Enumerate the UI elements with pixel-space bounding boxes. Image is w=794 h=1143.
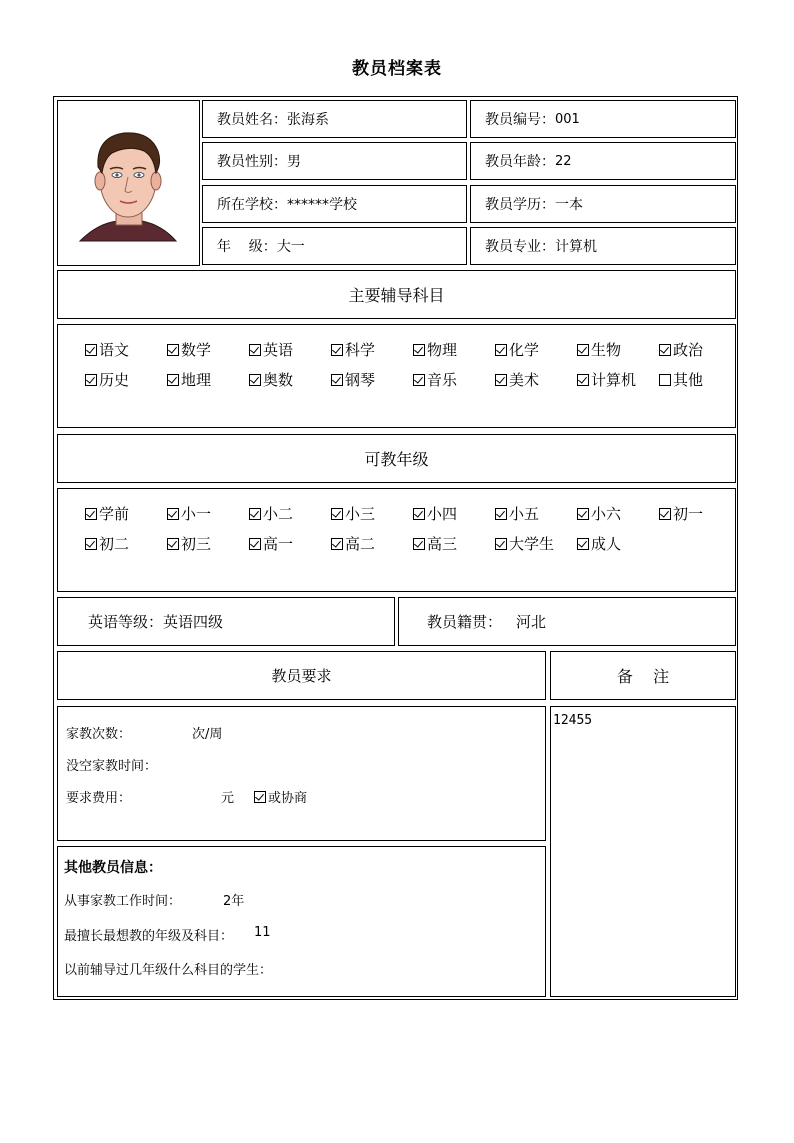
- exp-label: 从事家教工作时间：: [64, 894, 182, 909]
- gender-cell: [202, 142, 467, 180]
- checked-checkbox-icon[interactable]: [331, 538, 343, 550]
- form-table: [53, 96, 738, 1000]
- negotiable-checkbox-icon[interactable]: [254, 791, 266, 803]
- grade-option[interactable]: [495, 503, 539, 524]
- subject-option[interactable]: [495, 339, 539, 360]
- grade-option-label: 大学生: [509, 535, 555, 553]
- name-label: 教员姓名：: [217, 112, 287, 128]
- checked-checkbox-icon[interactable]: [577, 508, 589, 520]
- subject-option[interactable]: [413, 369, 457, 390]
- checked-checkbox-icon[interactable]: [577, 374, 589, 386]
- grade-option-label: 初一: [673, 505, 704, 523]
- subject-option[interactable]: [249, 339, 293, 360]
- freq-unit: 次/周: [192, 727, 223, 742]
- best-label: 最擅长最想教的年级及科目：: [64, 929, 234, 944]
- grade-option[interactable]: [249, 503, 293, 524]
- school-cell: [202, 185, 467, 223]
- grade-option-label: 小五: [509, 505, 540, 523]
- grade-option-label: 高二: [345, 535, 376, 553]
- time-label: 没空家教时间：: [66, 759, 158, 774]
- grade-option-label: 高三: [427, 535, 458, 553]
- grade-option[interactable]: [167, 503, 211, 524]
- name-cell: [202, 100, 467, 138]
- subjects-options: [57, 324, 736, 428]
- checked-checkbox-icon[interactable]: [167, 508, 179, 520]
- subject-option-label: 其他: [673, 371, 704, 389]
- subject-option-label: 美术: [509, 371, 540, 389]
- age-cell: [470, 142, 736, 180]
- unchecked-checkbox-icon[interactable]: [659, 374, 671, 386]
- subject-option-label: 计算机: [591, 371, 637, 389]
- subject-option-label: 英语: [263, 341, 294, 359]
- negotiable-label: 或协商: [268, 791, 308, 806]
- checked-checkbox-icon[interactable]: [85, 508, 97, 520]
- grade-option-label: 小二: [263, 505, 294, 523]
- id-value: 001: [555, 111, 580, 127]
- grade-option-label: 小一: [181, 505, 212, 523]
- grade-option-label: 小三: [345, 505, 376, 523]
- english-cell: [57, 597, 395, 646]
- edu-label: 教员学历：: [485, 197, 555, 213]
- subject-option-label: 科学: [345, 341, 376, 359]
- fee-unit: 元: [221, 791, 235, 806]
- subject-option[interactable]: [331, 339, 375, 360]
- id-label: 教员编号：: [485, 112, 555, 128]
- grades-options: [57, 488, 736, 592]
- grade-option-label: 初二: [99, 535, 130, 553]
- subjects-heading-text: 主要辅导科目: [348, 286, 445, 305]
- grade-option-label: 小四: [427, 505, 458, 523]
- checked-checkbox-icon[interactable]: [413, 374, 425, 386]
- grade-cell: [202, 227, 467, 265]
- checked-checkbox-icon[interactable]: [413, 538, 425, 550]
- gender-label: 教员性别：: [217, 154, 287, 170]
- checked-checkbox-icon[interactable]: [167, 374, 179, 386]
- checked-checkbox-icon[interactable]: [167, 344, 179, 356]
- subject-option[interactable]: [659, 369, 703, 390]
- grade-option[interactable]: [577, 533, 621, 554]
- native-cell: [398, 597, 736, 646]
- grade-option[interactable]: [167, 533, 211, 554]
- gender-value: 男: [287, 154, 301, 170]
- subject-option-label: 化学: [509, 341, 540, 359]
- native-value: 河北: [516, 613, 547, 631]
- grade-option[interactable]: [331, 503, 375, 524]
- subject-option[interactable]: [413, 339, 457, 360]
- subject-option[interactable]: [331, 369, 375, 390]
- checked-checkbox-icon[interactable]: [413, 508, 425, 520]
- checked-checkbox-icon[interactable]: [495, 508, 507, 520]
- checked-checkbox-icon[interactable]: [85, 538, 97, 550]
- checked-checkbox-icon[interactable]: [659, 344, 671, 356]
- checked-checkbox-icon[interactable]: [495, 344, 507, 356]
- requirements-content: [57, 706, 546, 841]
- past-label: 以前辅导过几年级什么科目的学生：: [64, 963, 273, 978]
- subject-option[interactable]: [249, 369, 293, 390]
- other-heading: 其他教员信息：: [64, 860, 162, 876]
- checked-checkbox-icon[interactable]: [85, 344, 97, 356]
- subject-option[interactable]: [659, 339, 703, 360]
- checked-checkbox-icon[interactable]: [249, 344, 261, 356]
- checked-checkbox-icon[interactable]: [249, 374, 261, 386]
- grade-option[interactable]: [413, 533, 457, 554]
- subject-option-label: 生物: [591, 341, 622, 359]
- grade-option-label: 初三: [181, 535, 212, 553]
- requirements-heading-text: 教员要求: [271, 667, 332, 685]
- grade-option[interactable]: [659, 503, 703, 524]
- subject-option-label: 地理: [181, 371, 212, 389]
- grades-heading-text: 可教年级: [364, 450, 429, 469]
- page-title: 教员档案表: [352, 59, 442, 79]
- exp-value: 2年: [223, 894, 245, 909]
- photo-cell: [57, 100, 200, 266]
- subject-option[interactable]: [577, 369, 636, 390]
- edu-cell: [470, 185, 736, 223]
- grade-option[interactable]: [249, 533, 293, 554]
- remarks-heading-text: 备 注: [616, 667, 670, 686]
- fee-label: 要求费用：: [66, 791, 132, 806]
- grade-value: 大一: [276, 239, 305, 255]
- id-cell: [470, 100, 736, 138]
- age-value: 22: [555, 153, 572, 169]
- major-cell: [470, 227, 736, 265]
- subject-option[interactable]: [85, 369, 129, 390]
- subject-option-label: 物理: [427, 341, 458, 359]
- checked-checkbox-icon[interactable]: [331, 374, 343, 386]
- age-label: 教员年龄：: [485, 154, 555, 170]
- edu-value: 一本: [555, 197, 583, 213]
- grade-label: 年 级：: [217, 239, 277, 255]
- grade-option[interactable]: [331, 533, 375, 554]
- subjects-heading: [57, 270, 736, 319]
- teacher-portrait-photo: [58, 101, 199, 265]
- remarks-text: 12455: [553, 713, 593, 728]
- checked-checkbox-icon[interactable]: [249, 508, 261, 520]
- remarks-content: [550, 706, 736, 997]
- subject-option-label: 历史: [99, 371, 130, 389]
- subject-option-label: 奥数: [263, 371, 294, 389]
- checked-checkbox-icon[interactable]: [659, 508, 671, 520]
- grade-option[interactable]: [577, 503, 621, 524]
- negotiable-option[interactable]: [254, 787, 307, 806]
- school-label: 所在学校：: [217, 197, 287, 213]
- checked-checkbox-icon[interactable]: [413, 344, 425, 356]
- requirements-heading: [57, 651, 546, 700]
- name-value: 张海系: [287, 112, 329, 128]
- subject-option-label: 政治: [673, 341, 704, 359]
- subject-option[interactable]: [577, 339, 621, 360]
- grade-option-label: 小六: [591, 505, 622, 523]
- subject-option-label: 钢琴: [345, 371, 376, 389]
- checked-checkbox-icon[interactable]: [331, 344, 343, 356]
- grades-heading: [57, 434, 736, 483]
- checked-checkbox-icon[interactable]: [577, 538, 589, 550]
- subject-option[interactable]: [495, 369, 539, 390]
- other-info: [57, 846, 546, 997]
- subject-option-label: 语文: [99, 341, 130, 359]
- english-value: 英语四级: [163, 613, 224, 631]
- grade-option[interactable]: [85, 533, 129, 554]
- subject-option[interactable]: [167, 369, 211, 390]
- checked-checkbox-icon[interactable]: [331, 508, 343, 520]
- grade-option[interactable]: [413, 503, 457, 524]
- subject-option[interactable]: [85, 339, 129, 360]
- subject-option[interactable]: [167, 339, 211, 360]
- grade-option-label: 学前: [99, 505, 130, 523]
- grade-option-label: 成人: [591, 535, 622, 553]
- grade-option[interactable]: [85, 503, 129, 524]
- grade-option-label: 高一: [263, 535, 294, 553]
- subject-option-label: 音乐: [427, 371, 458, 389]
- english-label: 英语等级：: [88, 613, 164, 631]
- native-label: 教员籍贯：: [427, 613, 503, 631]
- subject-option-label: 数学: [181, 341, 212, 359]
- checked-checkbox-icon[interactable]: [495, 374, 507, 386]
- checked-checkbox-icon[interactable]: [249, 538, 261, 550]
- school-value: ******学校: [287, 197, 357, 213]
- major-label: 教员专业：: [485, 239, 555, 255]
- grade-option[interactable]: [495, 533, 554, 554]
- freq-label: 家教次数：: [66, 727, 132, 742]
- major-value: 计算机: [555, 239, 597, 255]
- checked-checkbox-icon[interactable]: [495, 538, 507, 550]
- checked-checkbox-icon[interactable]: [577, 344, 589, 356]
- checked-checkbox-icon[interactable]: [85, 374, 97, 386]
- remarks-heading: [550, 651, 736, 700]
- checked-checkbox-icon[interactable]: [167, 538, 179, 550]
- best-value: 11: [254, 925, 271, 940]
